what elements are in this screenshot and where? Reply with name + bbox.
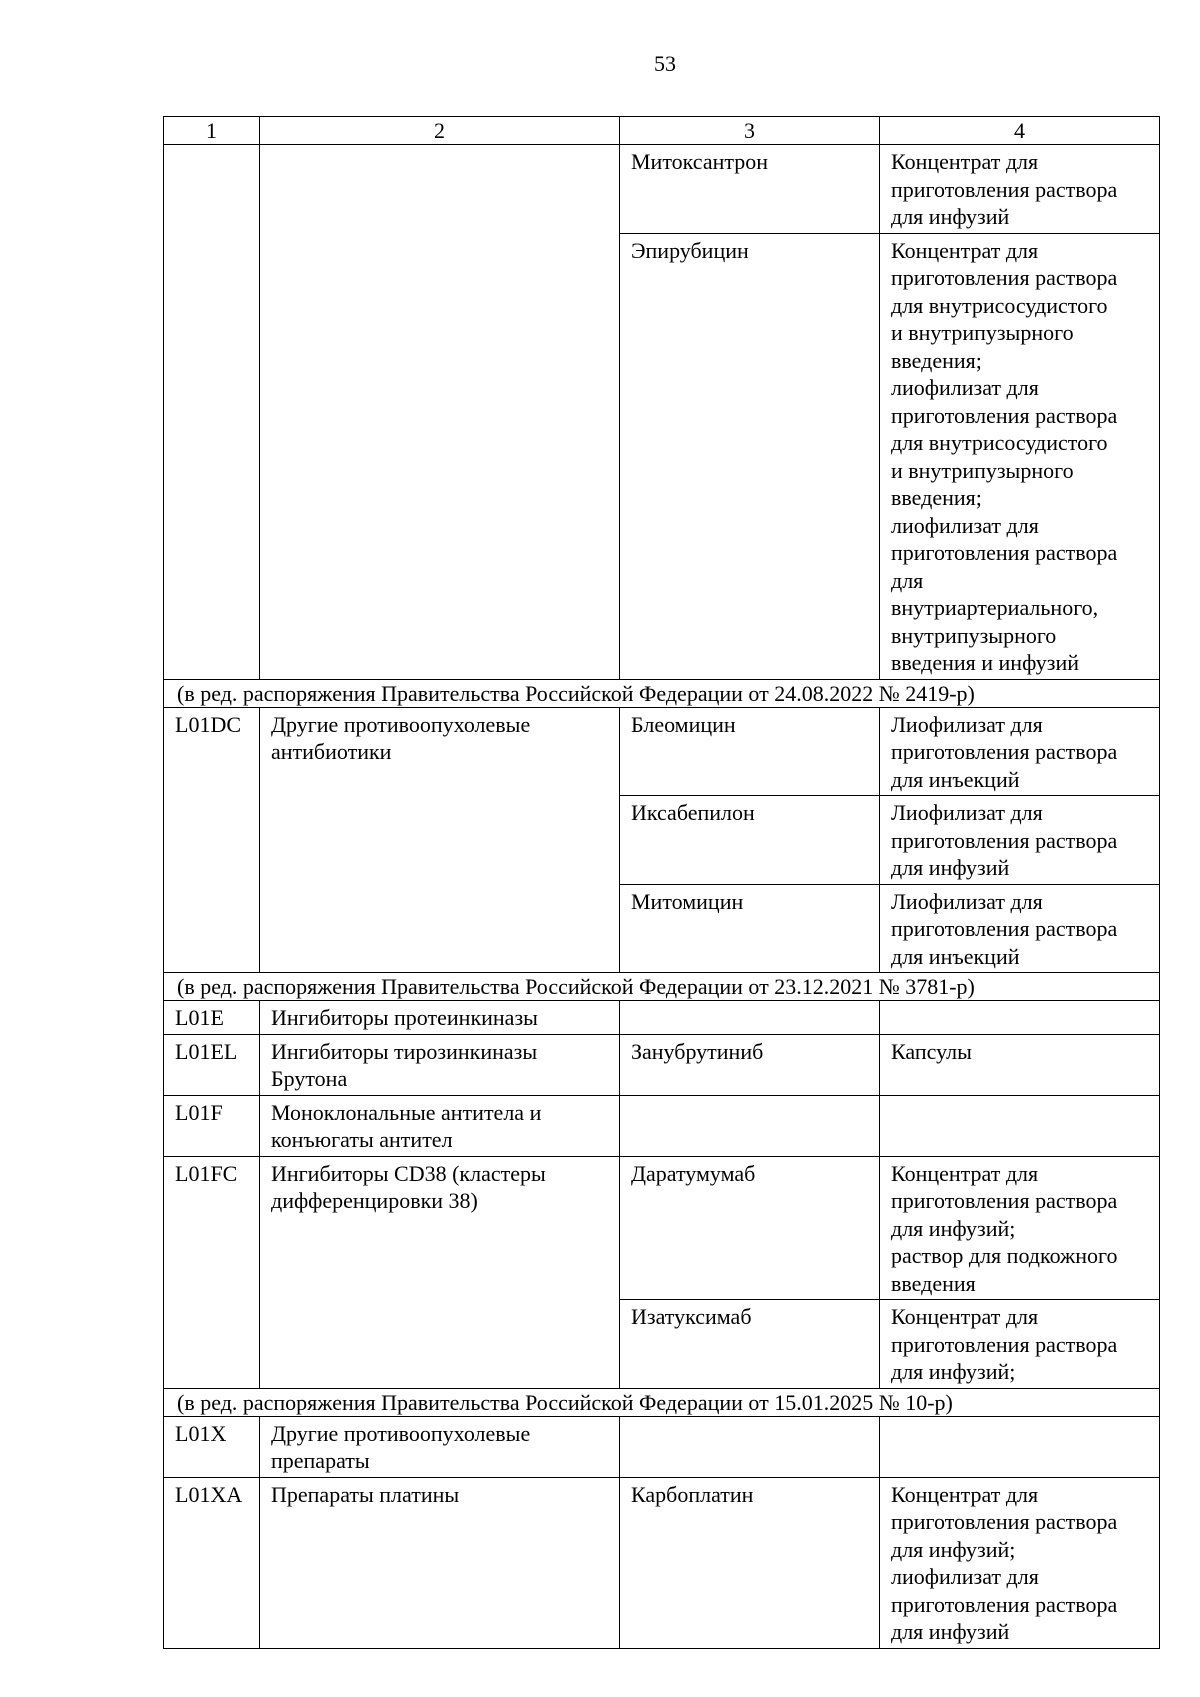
dosage-form-cell — [880, 1001, 1160, 1035]
amendment-note: (в ред. распоряжения Правительства Российской Федерации от 15.01.2025 № 10-р) — [164, 1388, 1160, 1416]
column-header-group: 2 — [260, 117, 620, 145]
drug-name-cell: Митомицин — [620, 884, 880, 973]
amendment-row — [164, 973, 1160, 1001]
dosage-form-cell: Капсулы — [880, 1034, 1160, 1095]
table-row — [164, 1156, 1160, 1300]
group-name-cell: Препараты платины — [260, 1477, 620, 1648]
atc-code-cell: L01DC — [164, 707, 260, 973]
atc-code-cell: L01X — [164, 1416, 260, 1477]
atc-code-cell: L01F — [164, 1095, 260, 1156]
dosage-form-cell: Концентрат для приготовления раствора для инфузий; лиофилизат для приготовления раствора для инфузий — [880, 1477, 1160, 1648]
drug-name-cell: Занубрутиниб — [620, 1034, 880, 1095]
atc-code-cell: L01E — [164, 1001, 260, 1035]
group-name-cell: Ингибиторы протеинкиназы — [260, 1001, 620, 1035]
drug-name-cell: Эпирубицин — [620, 233, 880, 679]
group-name-cell: Ингибиторы CD38 (кластеры дифференцировки 38) — [260, 1156, 620, 1388]
atc-code-cell: L01XA — [164, 1477, 260, 1648]
drug-name-cell: Митоксантрон — [620, 145, 880, 234]
table-row — [164, 145, 1160, 234]
drug-name-cell — [620, 1416, 880, 1477]
atc-code-cell: L01FC — [164, 1156, 260, 1388]
dosage-form-cell: Лиофилизат для приготовления раствора для инъекций — [880, 707, 1160, 796]
column-header-code: 1 — [164, 117, 260, 145]
dosage-form-cell: Концентрат для приготовления раствора для инфузий — [880, 145, 1160, 234]
drug-name-cell: Иксабепилон — [620, 796, 880, 885]
group-name-cell: Ингибиторы тирозинкиназы Брутона — [260, 1034, 620, 1095]
page-number: 53 — [654, 51, 676, 76]
drug-name-cell: Карбоплатин — [620, 1477, 880, 1648]
drug-name-cell: Блеомицин — [620, 707, 880, 796]
drug-name-cell: Изатуксимаб — [620, 1300, 880, 1389]
atc-code-cell: L01EL — [164, 1034, 260, 1095]
table-row — [164, 707, 1160, 796]
group-name-cell: Моноклональные антитела и конъюгаты антител — [260, 1095, 620, 1156]
table-row — [164, 1095, 1160, 1156]
dosage-form-cell — [880, 1416, 1160, 1477]
dosage-form-cell: Концентрат для приготовления раствора для внутрисосудистого и внутрипузырного введения; лиофилизат для приготовления раствора для внутрисосудистого и внутрипузырного введения; лиофилизат для приготовления раствора для внутриартериального, внутрипузырного введения и инфузий — [880, 233, 1160, 679]
table-row — [164, 1034, 1160, 1095]
dosage-form-cell: Лиофилизат для приготовления раствора для инъекций — [880, 884, 1160, 973]
dosage-form-cell: Лиофилизат для приготовления раствора для инфузий — [880, 796, 1160, 885]
table-header-row — [164, 117, 1160, 145]
atc-code-cell — [164, 145, 260, 680]
amendment-row — [164, 679, 1160, 707]
table-row — [164, 1416, 1160, 1477]
dosage-form-cell: Концентрат для приготовления раствора для инфузий; — [880, 1300, 1160, 1389]
column-header-drug: 3 — [620, 117, 880, 145]
table-row — [164, 1477, 1160, 1648]
drug-name-cell — [620, 1095, 880, 1156]
group-name-cell: Другие противоопухолевые препараты — [260, 1416, 620, 1477]
drug-name-cell — [620, 1001, 880, 1035]
dosage-form-cell: Концентрат для приготовления раствора для инфузий; раствор для подкожного введения — [880, 1156, 1160, 1300]
amendment-note: (в ред. распоряжения Правительства Российской Федерации от 24.08.2022 № 2419-р) — [164, 679, 1160, 707]
group-name-cell: Другие противоопухолевые антибиотики — [260, 707, 620, 973]
table-row — [164, 1001, 1160, 1035]
drug-table — [163, 116, 1160, 1649]
dosage-form-cell — [880, 1095, 1160, 1156]
drug-name-cell: Даратумумаб — [620, 1156, 880, 1300]
group-name-cell — [260, 145, 620, 680]
amendment-note: (в ред. распоряжения Правительства Российской Федерации от 23.12.2021 № 3781-р) — [164, 973, 1160, 1001]
amendment-row — [164, 1388, 1160, 1416]
column-header-form: 4 — [880, 117, 1160, 145]
